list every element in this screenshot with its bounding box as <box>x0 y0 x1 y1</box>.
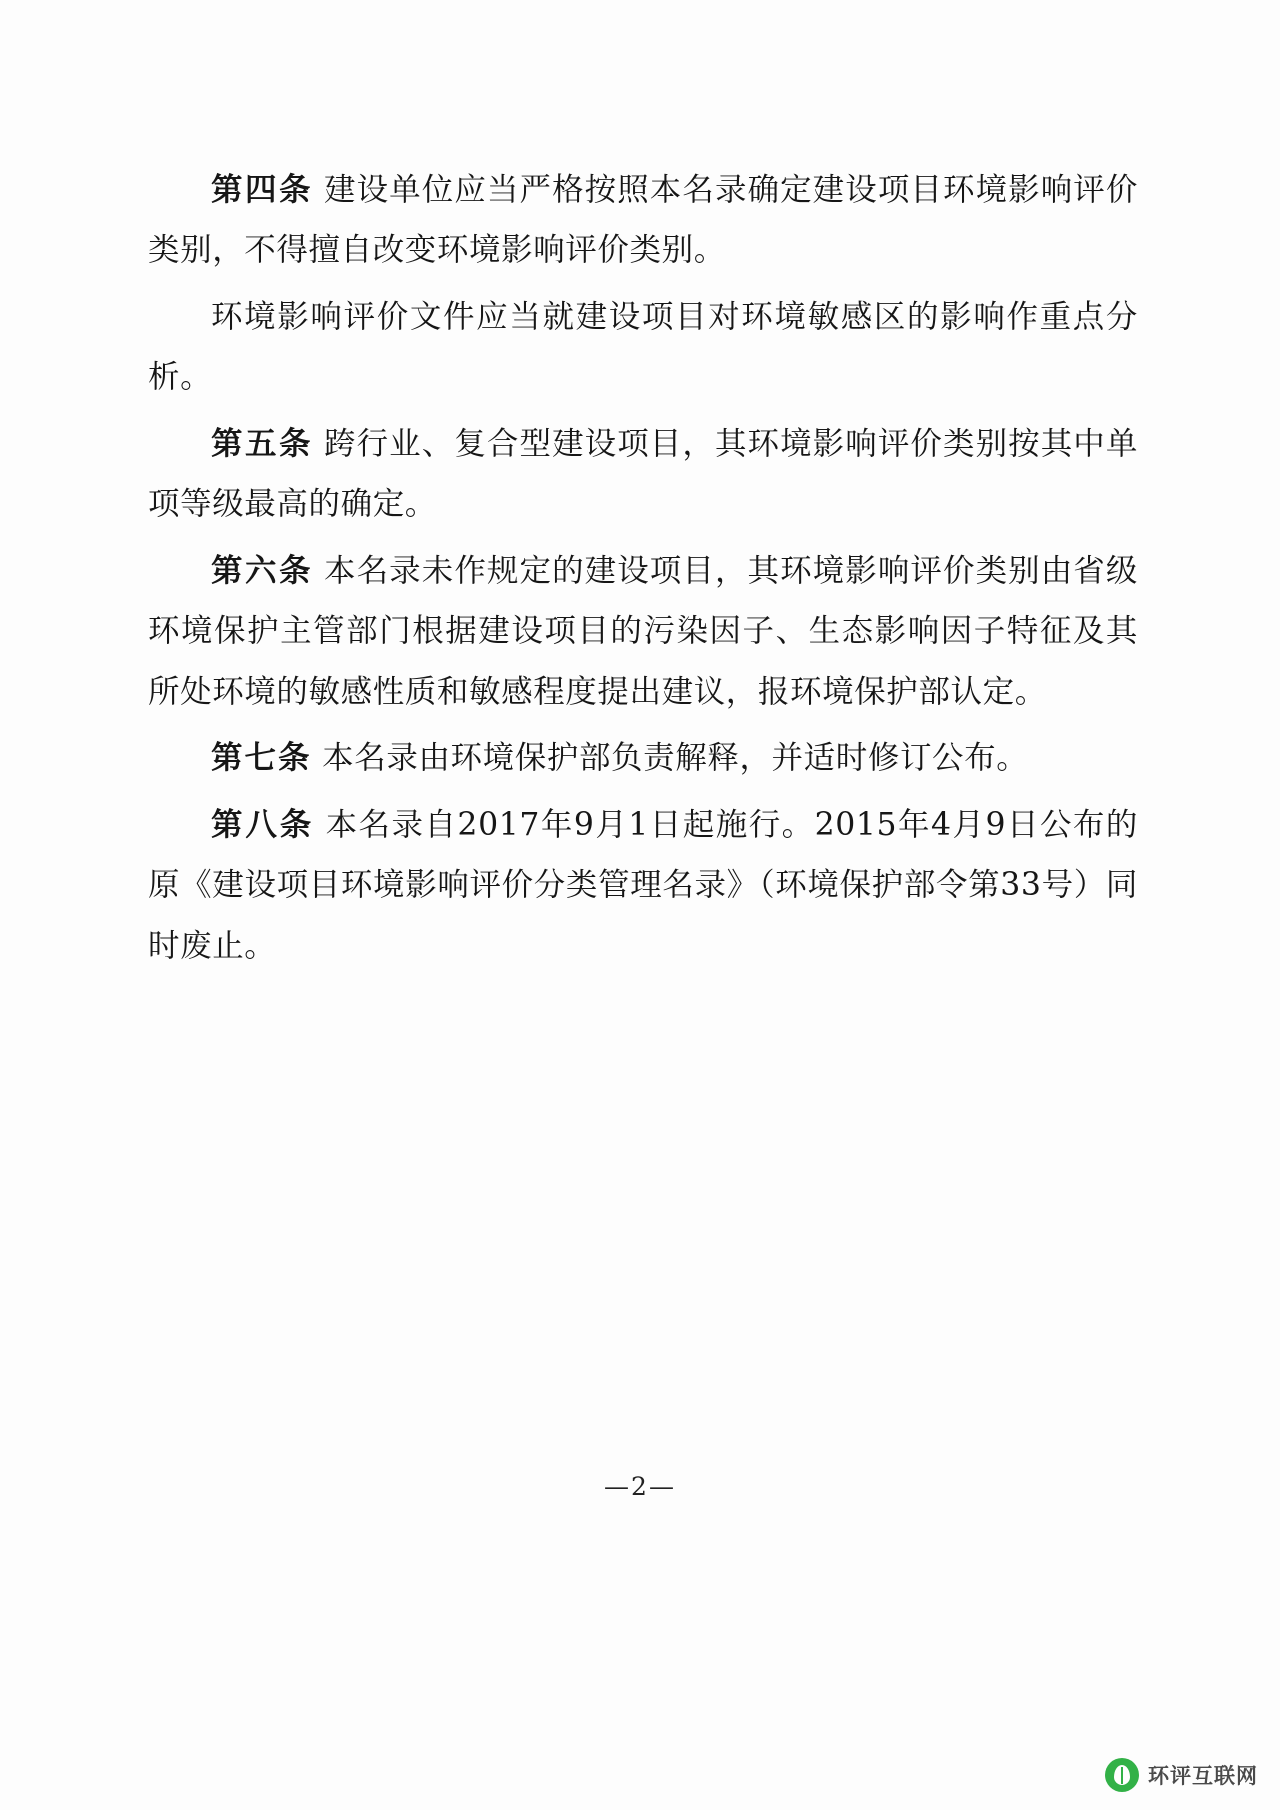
article-label-5: 第五条 <box>211 424 313 462</box>
article-label-6: 第六条 <box>211 551 313 589</box>
leaf-circle-icon <box>1105 1758 1139 1792</box>
paragraph-article-7 <box>148 728 1138 788</box>
article-text-8: 本名录自2017年9月1日起施行。2015年4月9日公布的原《建设项目环境影响评价分类管理名录》（环境保护部令第33号）同时废止。 <box>148 806 1138 964</box>
paragraph-article-4-note <box>148 287 1138 408</box>
article-label-7: 第七条 <box>211 739 312 777</box>
watermark <box>1105 1758 1258 1792</box>
article-label-8: 第八条 <box>211 805 315 843</box>
paragraph-article-6 <box>148 541 1138 722</box>
paragraph-article-4 <box>148 160 1138 281</box>
paragraph-article-5 <box>148 414 1138 535</box>
page-number: —2— <box>604 1472 676 1501</box>
article-text-5: 跨行业、复合型建设项目，其环境影响评价类别按其中单项等级最高的确定。 <box>148 425 1138 523</box>
article-text-6: 本名录未作规定的建设项目，其环境影响评价类别由省级环境保护主管部门根据建设项目的污染因子、生态影响因子特征及其所处环境的敏感性质和敏感程度提出建议，报环境保护部认定。 <box>148 552 1138 710</box>
paragraph-article-8 <box>148 795 1138 976</box>
article-text-7: 本名录由环境保护部负责解释，并适时修订公布。 <box>322 740 1029 777</box>
article-label-4: 第四条 <box>211 171 313 208</box>
article-text-4: 建设单位应当严格按照本名录确定建设项目环境影响评价类别，不得擅自改变环境影响评价类别。 <box>148 172 1138 269</box>
document-body <box>148 160 1138 982</box>
article-text-4-note: 环境影响评价文件应当就建设项目对环境敏感区的影响作重点分析。 <box>148 298 1138 396</box>
watermark-label: 环评互联网 <box>1148 1764 1258 1788</box>
